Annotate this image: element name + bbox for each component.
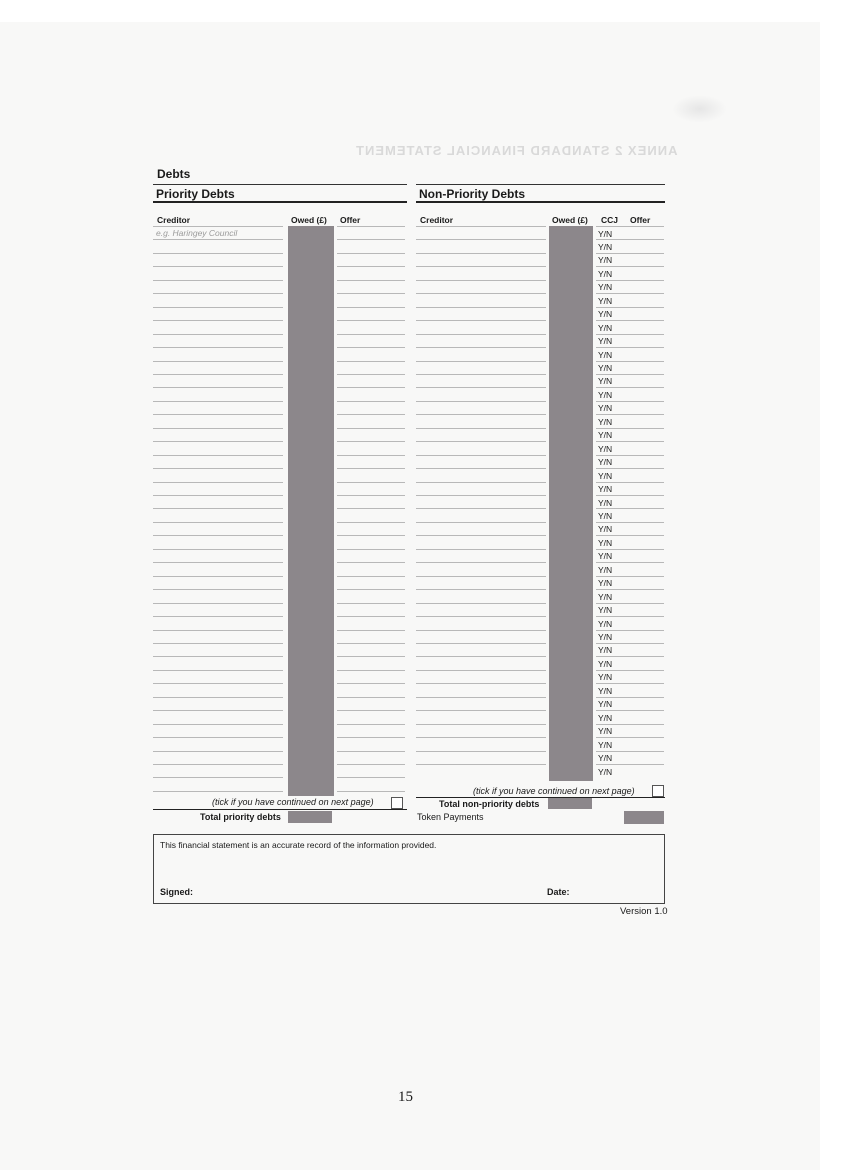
page-number: 15 [398, 1089, 413, 1105]
non-priority-ccj-offer-line[interactable] [596, 643, 664, 644]
priority-creditor-line[interactable] [153, 401, 283, 402]
non-priority-ccj-offer-line[interactable] [596, 387, 664, 388]
non-priority-col-owed: Owed (£) [552, 215, 588, 225]
non-priority-ccj-offer-line[interactable] [596, 266, 664, 267]
non-priority-ccj-offer-line[interactable] [596, 616, 664, 617]
non-priority-ccj-offer-line[interactable] [596, 535, 664, 536]
non-priority-creditor-line[interactable] [416, 374, 546, 375]
non-priority-ccj-offer-line[interactable] [596, 374, 664, 375]
ccj-yn-option[interactable]: Y/N [598, 551, 613, 562]
non-priority-ccj-offer-line[interactable] [596, 280, 664, 281]
priority-offer-line[interactable] [337, 387, 405, 388]
ccj-yn-option[interactable]: Y/N [598, 241, 613, 252]
priority-offer-line[interactable] [337, 670, 405, 671]
ccj-yn-option[interactable]: Y/N [598, 753, 613, 764]
priority-offer-line[interactable] [337, 226, 405, 227]
ccj-yn-option[interactable]: Y/N [598, 376, 613, 387]
priority-continued-checkbox[interactable] [391, 797, 403, 809]
non-priority-ccj-offer-line[interactable] [596, 630, 664, 631]
priority-creditor-line[interactable] [153, 630, 283, 631]
priority-creditor-line[interactable] [153, 266, 283, 267]
ccj-yn-option[interactable]: Y/N [598, 268, 613, 279]
non-priority-ccj-offer-line[interactable] [596, 320, 664, 321]
priority-creditor-line[interactable] [153, 603, 283, 604]
priority-creditor-line[interactable] [153, 562, 283, 563]
priority-offer-line[interactable] [337, 508, 405, 509]
priority-offer-line[interactable] [337, 361, 405, 362]
ccj-yn-option[interactable]: Y/N [598, 632, 613, 642]
non-priority-ccj-offer-line[interactable] [596, 226, 664, 227]
non-priority-ccj-offer-line[interactable] [596, 334, 664, 335]
priority-col-creditor: Creditor [157, 215, 191, 225]
ccj-yn-option[interactable]: Y/N [598, 578, 613, 589]
non-priority-ccj-offer-line[interactable] [596, 428, 664, 429]
priority-owed-column [288, 226, 334, 796]
priority-offer-line[interactable] [337, 522, 405, 523]
date-label: Date: [547, 887, 570, 897]
declaration-text: This financial statement is an accurate record of the information provided. [160, 840, 437, 850]
non-priority-continued-note: (tick if you have continued on next page) [473, 786, 635, 796]
ccj-yn-option[interactable]: Y/N [598, 309, 613, 320]
priority-creditor-line[interactable] [153, 751, 283, 752]
ccj-yn-option[interactable]: Y/N [598, 403, 613, 414]
priority-creditor-line[interactable] [153, 428, 283, 429]
non-priority-ccj-offer-line[interactable] [596, 697, 664, 698]
non-priority-creditor-line[interactable] [416, 603, 546, 604]
token-payments-field[interactable] [624, 811, 664, 824]
priority-creditor-line[interactable] [153, 616, 283, 617]
non-priority-continued-checkbox[interactable] [652, 785, 664, 797]
non-priority-ccj-offer-line[interactable] [596, 683, 664, 684]
non-priority-ccj-offer-line[interactable] [596, 562, 664, 563]
ccj-yn-option[interactable]: Y/N [598, 430, 613, 441]
non-priority-ccj-offer-line[interactable] [596, 576, 664, 577]
priority-offer-line[interactable] [337, 710, 405, 711]
non-priority-ccj-offer-line[interactable] [596, 522, 664, 523]
non-priority-ccj-offer-line[interactable] [596, 401, 664, 402]
scanned-page [0, 22, 820, 1170]
priority-creditor-line[interactable] [153, 239, 283, 240]
non-priority-creditor-line[interactable] [416, 361, 546, 362]
priority-offer-line[interactable] [337, 253, 405, 254]
priority-offer-line[interactable] [337, 683, 405, 684]
non-priority-creditor-line[interactable] [416, 239, 546, 240]
non-priority-creditor-line[interactable] [416, 522, 546, 523]
non-priority-creditor-line[interactable] [416, 253, 546, 254]
priority-offer-line[interactable] [337, 616, 405, 617]
ccj-yn-option[interactable]: Y/N [598, 739, 613, 750]
ccj-yn-option[interactable]: Y/N [598, 605, 613, 616]
non-priority-creditor-line[interactable] [416, 710, 546, 711]
priority-offer-line[interactable] [337, 468, 405, 469]
non-priority-debts-table [416, 184, 665, 824]
non-priority-ccj-offer-line[interactable] [596, 737, 664, 738]
priority-creditor-line[interactable] [153, 777, 283, 778]
priority-total-label: Total priority debts [200, 812, 281, 822]
priority-creditor-line[interactable] [153, 508, 283, 509]
priority-offer-line[interactable] [337, 764, 405, 765]
ccj-yn-option[interactable]: Y/N [598, 645, 613, 656]
non-priority-creditor-line[interactable] [416, 535, 546, 536]
priority-creditor-line[interactable] [153, 441, 283, 442]
non-priority-ccj-offer-line[interactable] [596, 441, 664, 442]
non-priority-ccj-offer-line[interactable] [596, 764, 664, 765]
non-priority-creditor-line[interactable] [416, 414, 546, 415]
non-priority-creditor-line[interactable] [416, 320, 546, 321]
priority-offer-line[interactable] [337, 751, 405, 752]
priority-creditor-line[interactable] [153, 670, 283, 671]
ccj-yn-option[interactable]: Y/N [598, 537, 613, 548]
priority-col-owed: Owed (£) [291, 215, 327, 225]
non-priority-col-offer: Offer [630, 215, 651, 225]
priority-creditor-line[interactable] [153, 764, 283, 765]
non-priority-debts-heading: Non-Priority Debts [419, 187, 526, 201]
priority-col-offer: Offer [340, 215, 361, 225]
non-priority-creditor-line[interactable] [416, 428, 546, 429]
non-priority-ccj-offer-line[interactable] [596, 603, 664, 604]
priority-creditor-line[interactable] [153, 293, 283, 294]
priority-creditor-line[interactable] [153, 414, 283, 415]
non-priority-creditor-line[interactable] [416, 508, 546, 509]
priority-offer-line[interactable] [337, 482, 405, 483]
ccj-yn-option[interactable]: Y/N [598, 295, 613, 306]
priority-creditor-line[interactable] [153, 589, 283, 590]
priority-creditor-line[interactable] [153, 374, 283, 375]
priority-offer-line[interactable] [337, 777, 405, 778]
non-priority-total-field[interactable] [548, 798, 592, 809]
ccj-yn-option[interactable]: Y/N [598, 389, 613, 400]
ccj-yn-option[interactable]: Y/N [598, 255, 613, 266]
non-priority-ccj-offer-line[interactable] [596, 361, 664, 362]
ccj-yn-option[interactable]: Y/N [598, 322, 613, 333]
ccj-yn-option[interactable]: Y/N [598, 618, 613, 629]
non-priority-ccj-offer-line[interactable] [596, 724, 664, 725]
non-priority-ccj-offer-line[interactable] [596, 239, 664, 240]
priority-offer-line[interactable] [337, 428, 405, 429]
priority-creditor-line[interactable] [153, 320, 283, 321]
priority-creditor-line[interactable] [153, 455, 283, 456]
ccj-yn-option[interactable]: Y/N [598, 497, 613, 508]
non-priority-creditor-line[interactable] [416, 562, 546, 563]
token-payments-label: Token Payments [417, 812, 484, 822]
ccj-yn-option[interactable]: Y/N [598, 564, 613, 575]
priority-offer-line[interactable] [337, 266, 405, 267]
non-priority-creditor-line[interactable] [416, 334, 546, 335]
priority-creditor-line[interactable] [153, 576, 283, 577]
non-priority-creditor-line[interactable] [416, 576, 546, 577]
non-priority-creditor-line[interactable] [416, 643, 546, 644]
non-priority-creditor-line[interactable] [416, 724, 546, 725]
priority-offer-line[interactable] [337, 630, 405, 631]
priority-offer-line[interactable] [337, 401, 405, 402]
priority-offer-line[interactable] [337, 603, 405, 604]
ccj-yn-option[interactable]: Y/N [598, 685, 613, 696]
non-priority-creditor-line[interactable] [416, 683, 546, 684]
priority-offer-line[interactable] [337, 791, 405, 792]
ccj-yn-option[interactable]: Y/N [598, 658, 613, 669]
priority-creditor-line[interactable] [153, 683, 283, 684]
ccj-yn-option[interactable]: Y/N [598, 282, 613, 293]
priority-debts-heading: Priority Debts [156, 187, 235, 201]
ccj-yn-option[interactable]: Y/N [598, 336, 613, 347]
priority-offer-line[interactable] [337, 697, 405, 698]
non-priority-ccj-offer-line[interactable] [596, 482, 664, 483]
priority-creditor-line[interactable] [153, 495, 283, 496]
non-priority-ccj-offer-line[interactable] [596, 751, 664, 752]
non-priority-creditor-line[interactable] [416, 293, 546, 294]
priority-offer-line[interactable] [337, 737, 405, 738]
non-priority-creditor-line[interactable] [416, 226, 546, 227]
ccj-yn-option[interactable]: Y/N [598, 524, 613, 535]
priority-creditor-line[interactable] [153, 468, 283, 469]
non-priority-ccj-offer-line[interactable] [596, 414, 664, 415]
priority-offer-line[interactable] [337, 307, 405, 308]
priority-creditor-line[interactable] [153, 656, 283, 657]
ccj-yn-option[interactable]: Y/N [598, 699, 613, 710]
priority-offer-line[interactable] [337, 334, 405, 335]
non-priority-creditor-line[interactable] [416, 495, 546, 496]
priority-creditor-line[interactable] [153, 347, 283, 348]
priority-offer-line[interactable] [337, 562, 405, 563]
priority-offer-line[interactable] [337, 643, 405, 644]
priority-creditor-line[interactable] [153, 724, 283, 725]
ccj-yn-option[interactable]: Y/N [598, 363, 613, 373]
non-priority-ccj-offer-line[interactable] [596, 670, 664, 671]
non-priority-creditor-line[interactable] [416, 616, 546, 617]
non-priority-creditor-line[interactable] [416, 468, 546, 469]
non-priority-creditor-line[interactable] [416, 441, 546, 442]
priority-creditor-line[interactable] [153, 737, 283, 738]
priority-creditor-line[interactable] [153, 549, 283, 550]
non-priority-creditor-line[interactable] [416, 482, 546, 483]
declaration-box [153, 834, 665, 904]
non-priority-total-label: Total non-priority debts [439, 799, 540, 809]
non-priority-creditor-line[interactable] [416, 307, 546, 308]
non-priority-ccj-offer-line[interactable] [596, 307, 664, 308]
non-priority-creditor-line[interactable] [416, 656, 546, 657]
priority-offer-line[interactable] [337, 441, 405, 442]
priority-offer-line[interactable] [337, 535, 405, 536]
ccj-yn-option[interactable]: Y/N [598, 443, 613, 454]
non-priority-creditor-line[interactable] [416, 670, 546, 671]
non-priority-creditor-line[interactable] [416, 455, 546, 456]
priority-creditor-line[interactable] [153, 697, 283, 698]
priority-creditor-line[interactable] [153, 482, 283, 483]
priority-creditor-line[interactable] [153, 226, 283, 227]
priority-offer-line[interactable] [337, 455, 405, 456]
section-title: Debts [157, 167, 191, 181]
priority-example-creditor: e.g. Haringey Council [156, 228, 238, 238]
priority-offer-line[interactable] [337, 320, 405, 321]
non-priority-col-ccj: CCJ [601, 215, 619, 225]
show-through-header: ANNEX 2 STANDARD FINANCIAL STATEMENT [355, 143, 678, 158]
non-priority-ccj-offer-line[interactable] [596, 468, 664, 469]
priority-total-field[interactable] [288, 811, 332, 823]
non-priority-creditor-line[interactable] [416, 280, 546, 281]
priority-offer-line[interactable] [337, 347, 405, 348]
ccj-yn-option[interactable]: Y/N [598, 457, 613, 468]
non-priority-creditor-line[interactable] [416, 549, 546, 550]
non-priority-ccj-offer-line[interactable] [596, 549, 664, 550]
ccj-yn-option[interactable]: Y/N [598, 470, 613, 481]
non-priority-creditor-line[interactable] [416, 401, 546, 402]
priority-creditor-line[interactable] [153, 307, 283, 308]
priority-offer-line[interactable] [337, 589, 405, 590]
priority-offer-line[interactable] [337, 293, 405, 294]
priority-creditor-line[interactable] [153, 334, 283, 335]
ccj-yn-option[interactable]: Y/N [598, 349, 613, 360]
ccj-yn-option[interactable]: Y/N [598, 416, 613, 427]
paper-crease [672, 95, 727, 123]
non-priority-col-creditor: Creditor [420, 215, 454, 225]
non-priority-creditor-line[interactable] [416, 387, 546, 388]
non-priority-creditor-line[interactable] [416, 697, 546, 698]
non-priority-ccj-offer-line[interactable] [596, 508, 664, 509]
priority-creditor-line[interactable] [153, 253, 283, 254]
priority-creditor-line[interactable] [153, 280, 283, 281]
non-priority-creditor-line[interactable] [416, 266, 546, 267]
non-priority-creditor-line[interactable] [416, 589, 546, 590]
priority-creditor-line[interactable] [153, 522, 283, 523]
ccj-yn-option[interactable]: Y/N [598, 726, 613, 737]
priority-creditor-line[interactable] [153, 791, 283, 792]
non-priority-ccj-offer-line[interactable] [596, 253, 664, 254]
ccj-yn-option[interactable]: Y/N [598, 591, 613, 602]
non-priority-creditor-line[interactable] [416, 764, 546, 765]
priority-offer-line[interactable] [337, 374, 405, 375]
ccj-yn-option[interactable]: Y/N [598, 510, 613, 521]
priority-continued-note: (tick if you have continued on next page) [212, 797, 374, 807]
priority-offer-line[interactable] [337, 576, 405, 577]
non-priority-creditor-line[interactable] [416, 347, 546, 348]
non-priority-ccj-offer-line[interactable] [596, 656, 664, 657]
priority-creditor-line[interactable] [153, 387, 283, 388]
non-priority-ccj-offer-line[interactable] [596, 347, 664, 348]
non-priority-ccj-offer-line[interactable] [596, 495, 664, 496]
ccj-yn-option[interactable]: Y/N [598, 712, 613, 723]
non-priority-creditor-line[interactable] [416, 751, 546, 752]
priority-offer-line[interactable] [337, 495, 405, 496]
ccj-yn-option[interactable]: Y/N [598, 766, 613, 777]
ccj-yn-option[interactable]: Y/N [598, 228, 613, 239]
priority-creditor-line[interactable] [153, 361, 283, 362]
priority-offer-line[interactable] [337, 280, 405, 281]
non-priority-creditor-line[interactable] [416, 737, 546, 738]
non-priority-creditor-line[interactable] [416, 630, 546, 631]
priority-offer-line[interactable] [337, 414, 405, 415]
priority-offer-line[interactable] [337, 239, 405, 240]
priority-offer-line[interactable] [337, 549, 405, 550]
priority-offer-line[interactable] [337, 656, 405, 657]
priority-debts-table [153, 184, 407, 824]
priority-creditor-line[interactable] [153, 535, 283, 536]
ccj-yn-option[interactable]: Y/N [598, 484, 613, 495]
version-label: Version 1.0 [620, 906, 668, 917]
priority-creditor-line[interactable] [153, 710, 283, 711]
ccj-yn-option[interactable]: Y/N [598, 672, 613, 683]
non-priority-ccj-offer-line[interactable] [596, 455, 664, 456]
non-priority-ccj-offer-line[interactable] [596, 589, 664, 590]
non-priority-ccj-offer-line[interactable] [596, 710, 664, 711]
priority-creditor-line[interactable] [153, 643, 283, 644]
priority-offer-line[interactable] [337, 724, 405, 725]
signed-label: Signed: [160, 887, 193, 897]
non-priority-ccj-offer-line[interactable] [596, 293, 664, 294]
non-priority-owed-column [549, 226, 593, 781]
